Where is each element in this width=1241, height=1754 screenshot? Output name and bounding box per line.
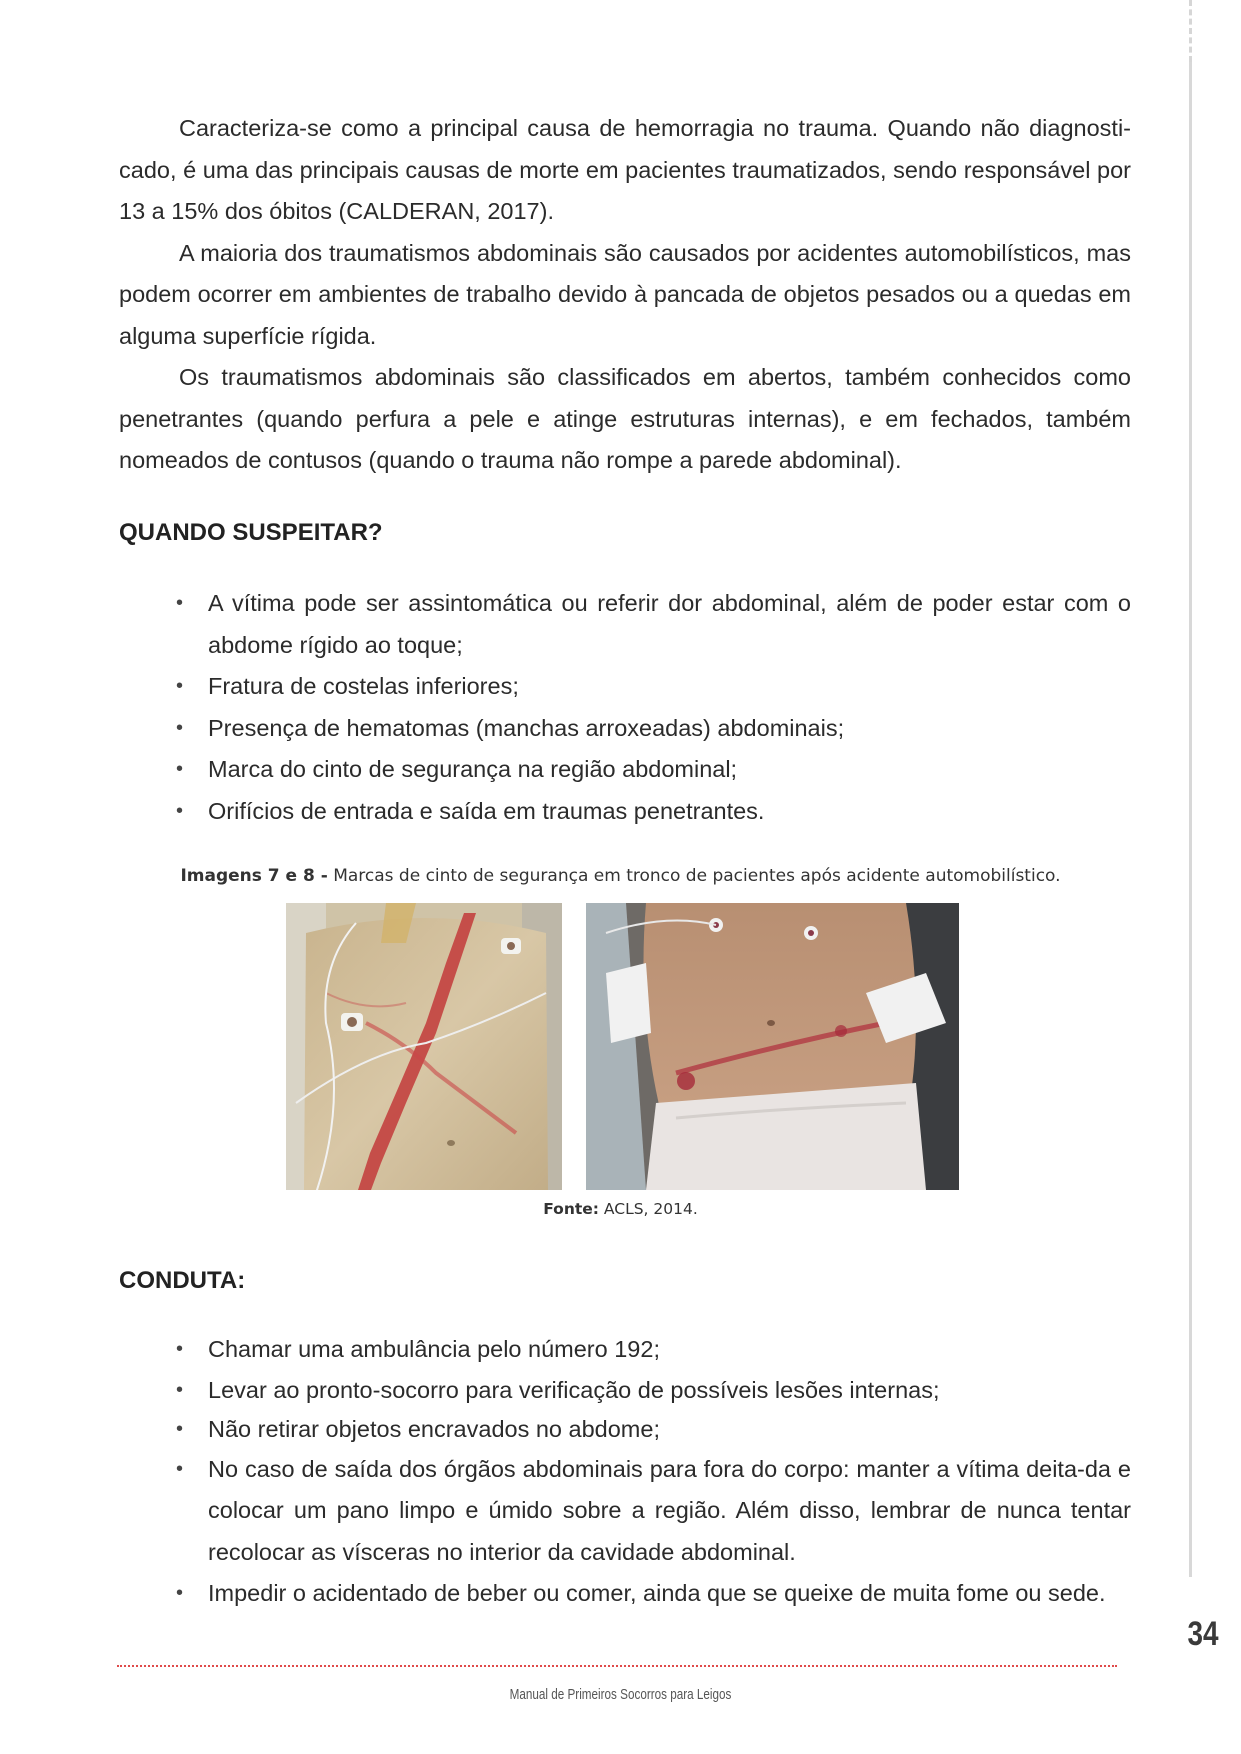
- bullet-icon: •: [176, 1338, 184, 1360]
- figure-source-label: Fonte:: [543, 1200, 599, 1218]
- paragraph: Os traumatismos abdominais são classificados em abertos, também conhecidos como penetrantes (quando perfura a pele e atinge estruturas internas), e em fechados, também nomeados de contusos (quando o trauma não rompe a parede abdominal).: [119, 364, 1131, 473]
- list-item: [119, 666, 1131, 708]
- footer-divider: [117, 1665, 1117, 1667]
- list-item: [119, 583, 1131, 666]
- figure-source: [0, 1200, 1241, 1218]
- bullet-icon: •: [176, 1417, 184, 1440]
- margin-dashed-rule: [1189, 0, 1192, 62]
- paragraph: A maioria dos traumatismos abdominais são causados por acidentes automobilísticos, mas podem ocorrer em ambientes de trabalho devido à pancada de objetos pesados ou a quedas em alguma superfície rígida.: [119, 239, 1131, 349]
- list-item-text: Não retirar objetos encravados no abdome;: [208, 1415, 660, 1442]
- list-item: [119, 1573, 1131, 1615]
- footer-title: Manual de Primeiros Socorros para Leigos: [509, 1686, 732, 1703]
- bullet-icon: •: [176, 716, 184, 739]
- list-item-text: Presença de hematomas (manchas arroxeadas) abdominais;: [208, 714, 845, 741]
- intro-text: [119, 108, 1131, 482]
- suspeitar-list: [119, 583, 1131, 832]
- bullet-icon: •: [176, 1378, 184, 1401]
- section-heading-suspeitar: QUANDO SUSPEITAR?: [119, 519, 383, 546]
- bullet-icon: •: [176, 675, 184, 697]
- list-item: [119, 1410, 1131, 1449]
- section-heading-conduta: CONDUTA:: [119, 1267, 246, 1294]
- bullet-icon: •: [176, 592, 184, 614]
- bullet-icon: •: [176, 1582, 184, 1604]
- list-item-text: Chamar uma ambulância pelo número 192;: [208, 1336, 660, 1362]
- list-item-text: No caso de saída dos órgãos abdominais para fora do corpo: manter a vítima deita-da e colocar um pano limpo e úmido sobre a região. Além disso, lembrar de nunca tentar recolocar as vísceras no interior da cavidade abdominal.: [208, 1455, 1131, 1565]
- list-item-text: Marca do cinto de segurança na região abdominal;: [208, 756, 738, 782]
- paragraph: Caracteriza-se como a principal causa de hemorragia no trauma. Quando não diagnosti-cado, é uma das principais causas de morte em pacientes traumatizados, sendo responsável por 13 a 15% dos óbitos (CALDERAN, 2017).: [119, 115, 1131, 224]
- list-item-text: Orifícios de entrada e saída em traumas penetrantes.: [208, 797, 765, 824]
- figure-caption-text: Marcas de cinto de segurança em tronco de pacientes após acidente automobilístico.: [327, 866, 1061, 886]
- list-item-text: Levar ao pronto-socorro para verificação de possíveis lesões internas;: [208, 1376, 940, 1403]
- figure-caption: [0, 866, 1241, 886]
- photo-seatbelt-abdomen: [586, 903, 959, 1190]
- margin-rule: [1189, 62, 1192, 1577]
- bullet-icon: •: [176, 758, 184, 780]
- figure-source-text: ACLS, 2014.: [598, 1200, 698, 1218]
- list-item: [119, 791, 1131, 833]
- bullet-icon: •: [176, 799, 184, 822]
- list-item: [119, 749, 1131, 791]
- list-item-text: Fratura de costelas inferiores;: [208, 673, 519, 699]
- figure-caption-label: Imagens 7 e 8 -: [180, 866, 328, 886]
- list-item: [119, 1329, 1131, 1371]
- bullet-icon: •: [176, 1457, 184, 1480]
- list-item: [119, 1449, 1131, 1574]
- photo-seatbelt-chest: [286, 903, 562, 1190]
- list-item: [119, 708, 1131, 750]
- list-item-text: Impedir o acidentado de beber ou comer, ainda que se queixe de muita fome ou sede.: [208, 1580, 1106, 1606]
- list-item: [119, 1371, 1131, 1410]
- list-item-text: A vítima pode ser assintomática ou referir dor abdominal, além de poder estar com o abdome rígido ao toque;: [208, 590, 1131, 658]
- conduta-list: [119, 1329, 1131, 1615]
- page-number: 34: [1187, 1615, 1219, 1653]
